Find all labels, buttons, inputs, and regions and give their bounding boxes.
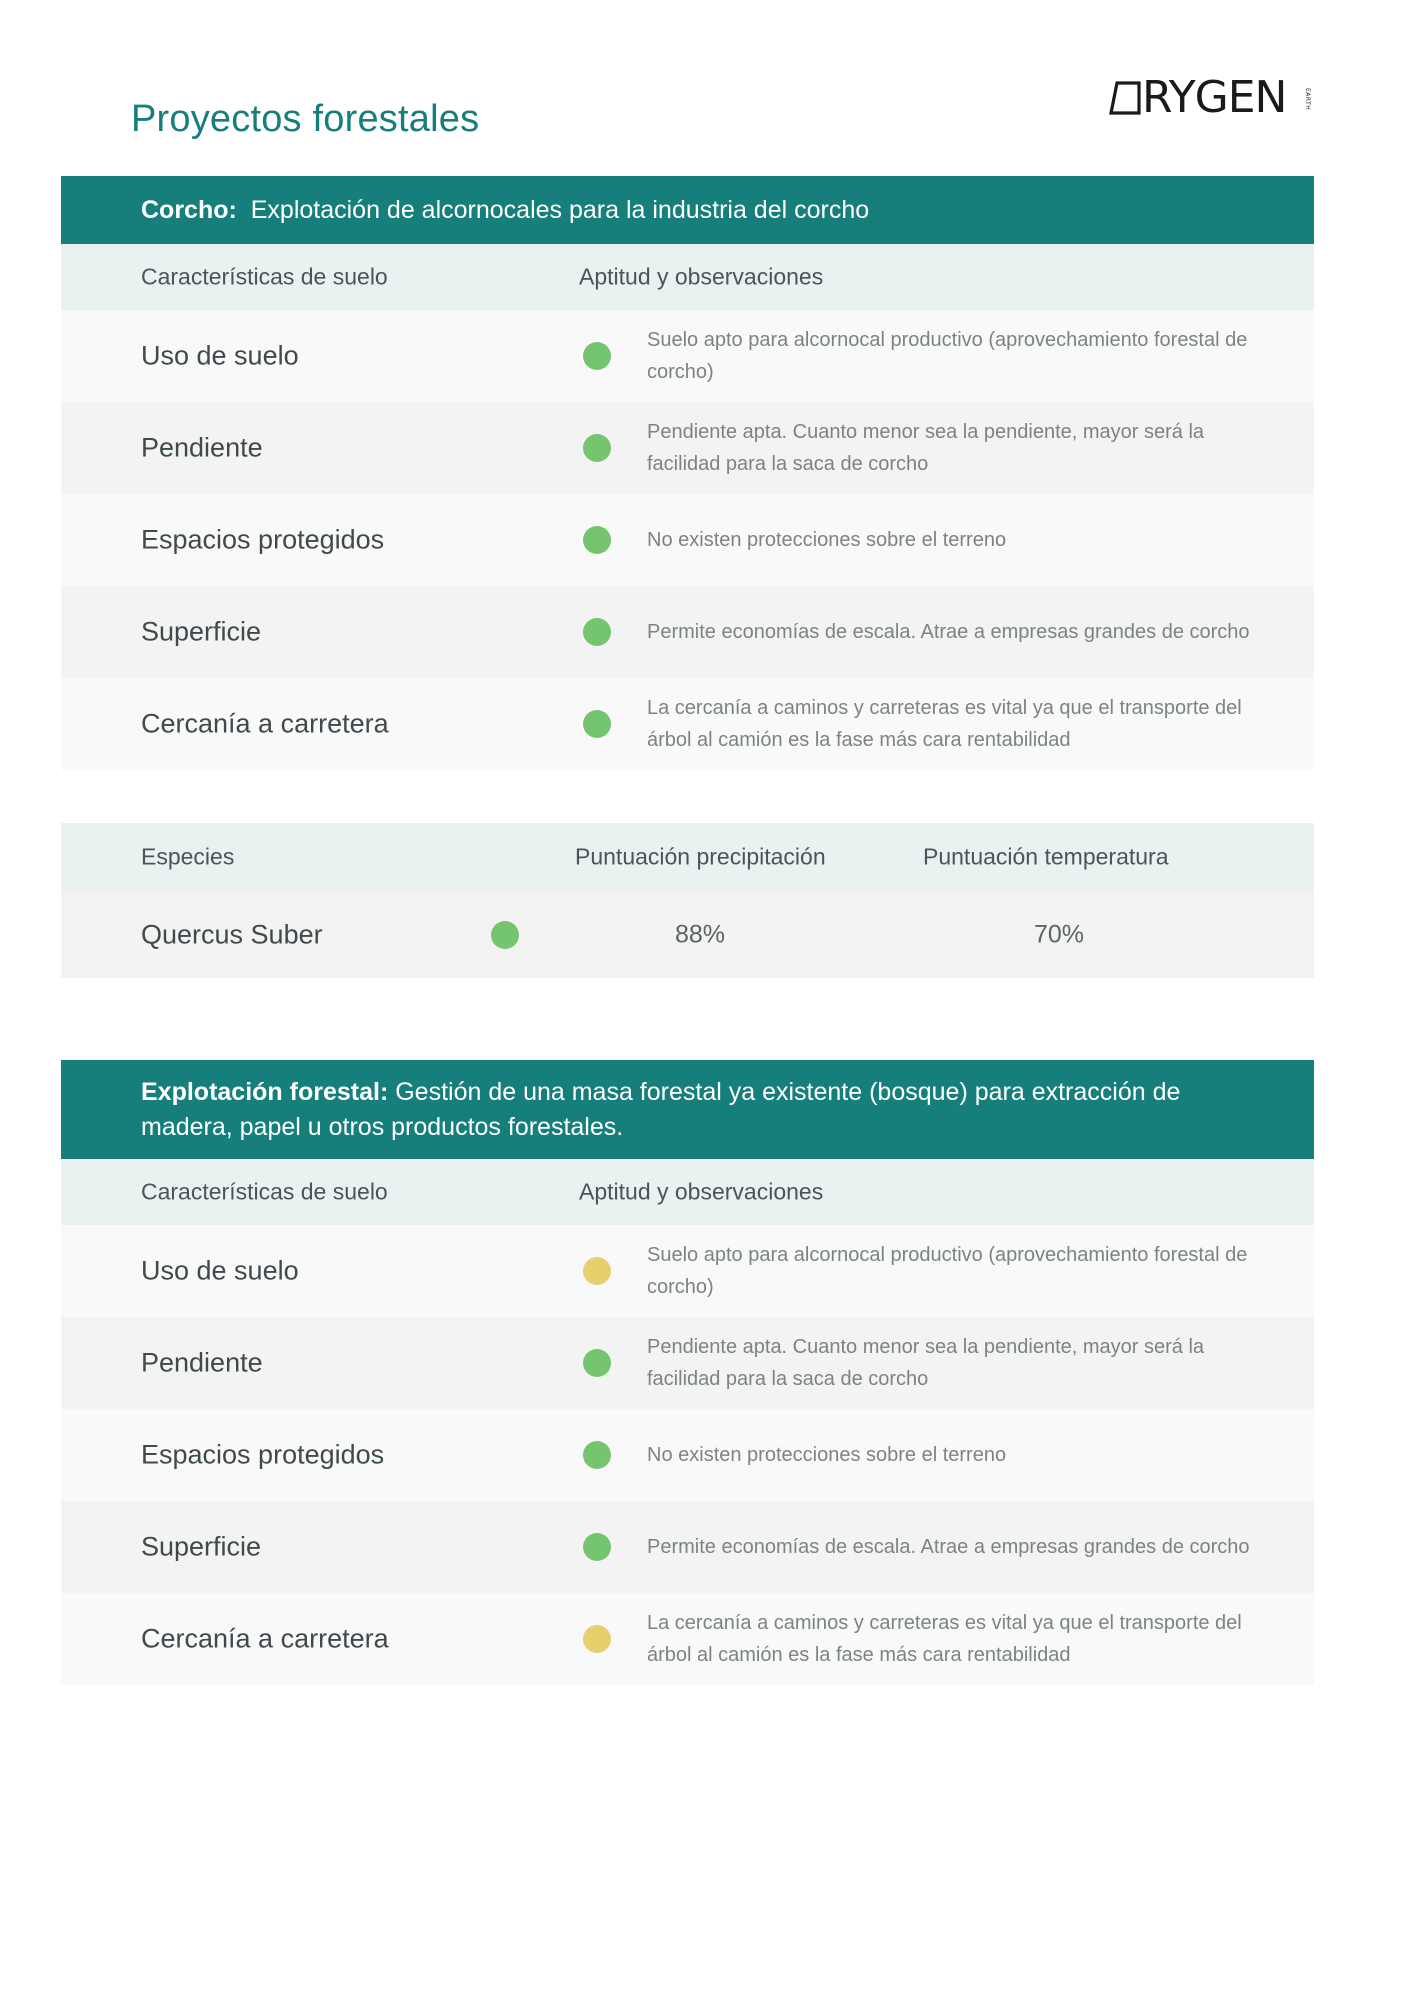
precipitation-score: 88%: [675, 920, 726, 948]
row-label: Uso de suelo: [141, 1255, 299, 1286]
column-temperature-header: Puntuación temperatura: [923, 843, 1169, 870]
logo-text: RYGEN: [1142, 72, 1287, 123]
table-row: [61, 1409, 1314, 1501]
row-observation: No existen protecciones sobre el terreno: [647, 1444, 1007, 1466]
logo-mark-icon: [1108, 80, 1142, 116]
forestal-section: [61, 1060, 1314, 1685]
row-observation: La cercanía a caminos y carreteras es vital ya que el transporte del árbol al camión es la fase más cara rentabilidad: [647, 1612, 1242, 1666]
row-label: Pendiente: [141, 1347, 263, 1378]
row-label: Pendiente: [141, 432, 263, 463]
row-label: Superficie: [141, 1531, 262, 1562]
row-observation: Pendiente apta. Cuanto menor sea la pendiente, mayor será la facilidad para la saca de corcho: [647, 1336, 1205, 1390]
table-row: [61, 310, 1314, 402]
status-dot-green: [583, 434, 611, 462]
status-dot-green: [583, 1533, 611, 1561]
row-label: Espacios protegidos: [141, 524, 385, 555]
row-label: Superficie: [141, 616, 262, 647]
row-observation: No existen protecciones sobre el terreno: [647, 529, 1007, 551]
column-species-header: Especies: [141, 843, 235, 870]
logo-subtext: EARTH: [1304, 88, 1311, 111]
row-label: Espacios protegidos: [141, 1439, 385, 1470]
row-label: Uso de suelo: [141, 340, 299, 371]
status-dot-green: [491, 921, 519, 949]
species-name: Quercus Suber: [141, 919, 323, 949]
temperature-score: 70%: [1034, 920, 1085, 948]
table-row: [61, 402, 1314, 494]
species-row: [61, 891, 1314, 978]
forestal-title-bold: Explotación forestal:: [141, 1077, 389, 1106]
status-dot-green: [583, 1441, 611, 1469]
row-label: Cercanía a carretera: [141, 708, 389, 739]
page-title: Proyectos forestales: [131, 98, 480, 140]
corcho-column-header: [61, 244, 1314, 310]
status-dot-green: [583, 618, 611, 646]
status-dot-yellow: [583, 1625, 611, 1653]
forestal-title-text: Gestión de una masa forestal ya existente (bosque) para extracción de madera, papel u otros productos forestales.: [141, 1077, 1181, 1141]
corcho-title-text: Explotación de alcornocales para la industria del corcho: [250, 195, 870, 224]
table-row: [61, 586, 1314, 678]
table-row: [61, 1501, 1314, 1593]
table-row: [61, 678, 1314, 770]
column-soil-header: Características de suelo: [141, 1178, 388, 1205]
corcho-header: [61, 176, 1314, 244]
status-dot-green: [583, 1349, 611, 1377]
status-dot-yellow: [583, 1257, 611, 1285]
column-aptitude-header: Aptitud y observaciones: [579, 1178, 824, 1205]
table-row: [61, 494, 1314, 586]
orygen-logo: [1108, 74, 1318, 122]
row-observation: Suelo apto para alcornocal productivo (aprovechamiento forestal de corcho): [647, 1244, 1248, 1298]
column-precipitation-header: Puntuación precipitación: [575, 843, 826, 870]
row-observation: Permite economías de escala. Atrae a empresas grandes de corcho: [647, 1536, 1250, 1558]
corcho-section: [61, 176, 1314, 770]
table-row: [61, 1317, 1314, 1409]
species-column-header: [61, 823, 1314, 891]
forestal-column-header: [61, 1159, 1314, 1225]
status-dot-green: [583, 342, 611, 370]
row-label: Cercanía a carretera: [141, 1623, 389, 1654]
species-section: [61, 823, 1314, 978]
column-soil-header: Características de suelo: [141, 263, 388, 290]
forestal-header: [61, 1060, 1314, 1159]
row-observation: La cercanía a caminos y carreteras es vital ya que el transporte del árbol al camión es la fase más cara rentabilidad: [647, 697, 1242, 751]
corcho-title-bold: Corcho:: [141, 195, 237, 224]
row-observation: Permite economías de escala. Atrae a empresas grandes de corcho: [647, 621, 1250, 643]
table-row: [61, 1225, 1314, 1317]
table-row: [61, 1593, 1314, 1685]
row-observation: Suelo apto para alcornocal productivo (aprovechamiento forestal de corcho): [647, 329, 1248, 383]
column-aptitude-header: Aptitud y observaciones: [579, 263, 824, 290]
status-dot-green: [583, 710, 611, 738]
status-dot-green: [583, 526, 611, 554]
row-observation: Pendiente apta. Cuanto menor sea la pendiente, mayor será la facilidad para la saca de corcho: [647, 421, 1205, 475]
